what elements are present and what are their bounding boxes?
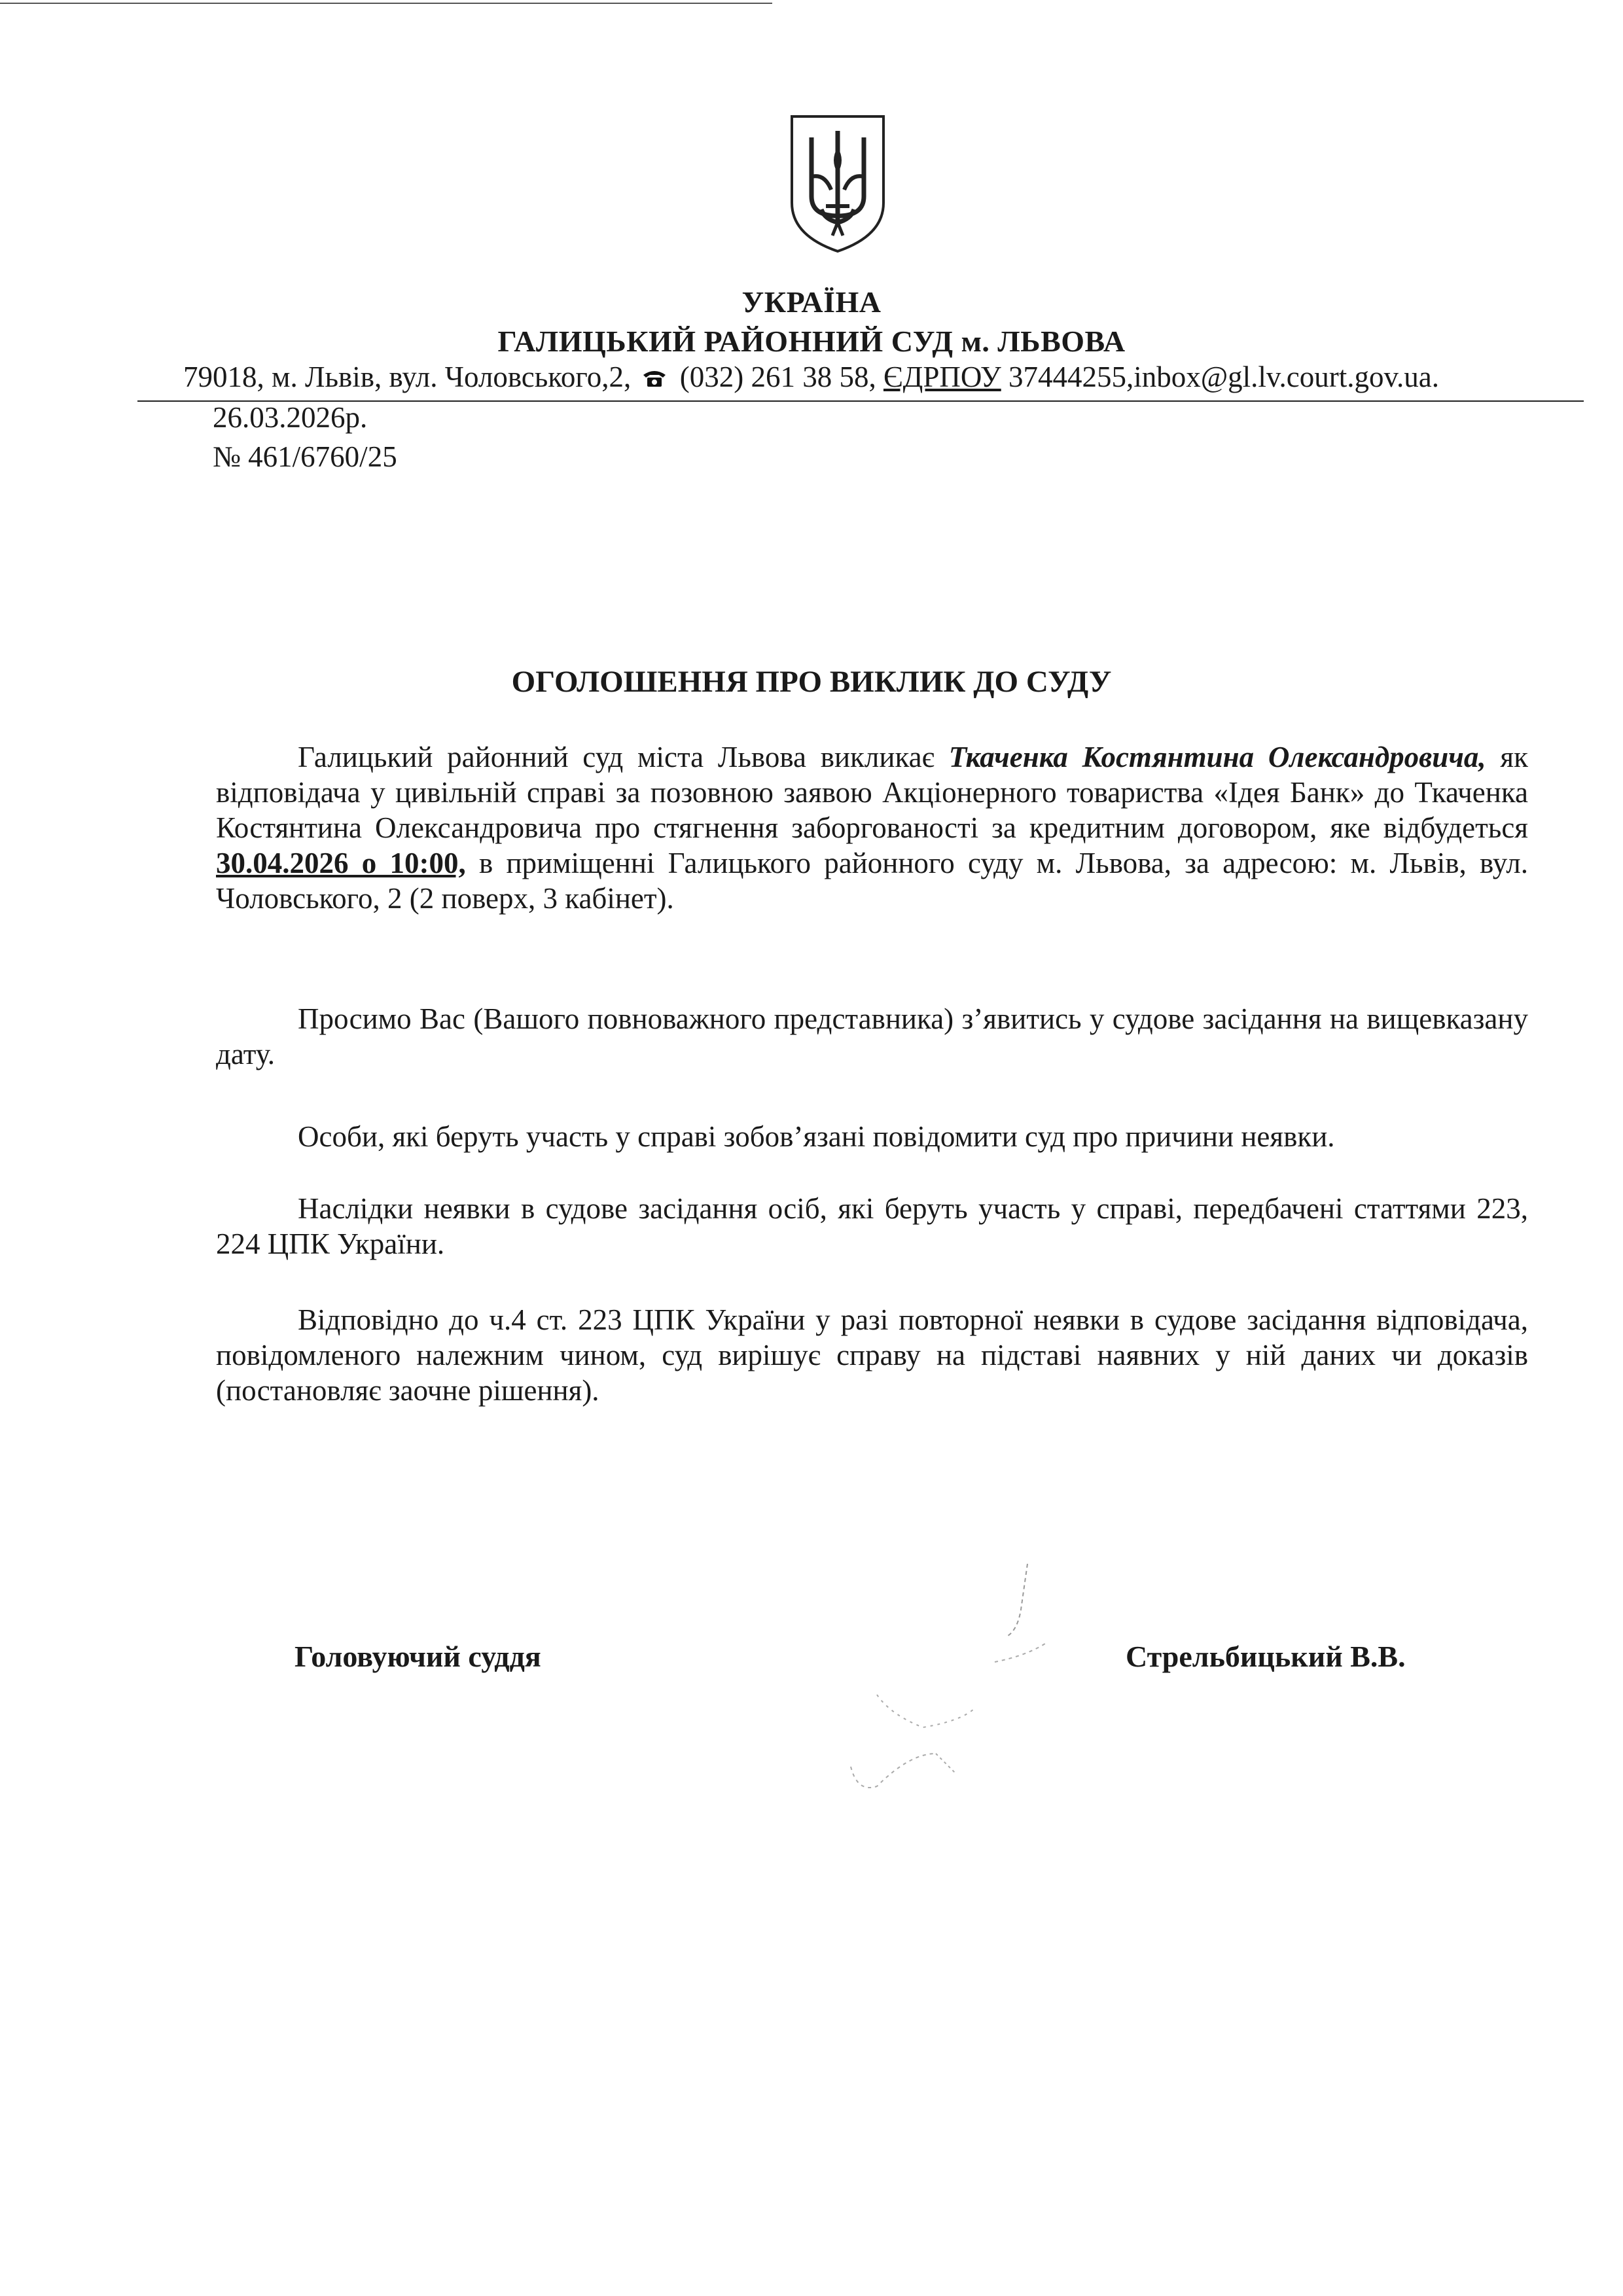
hearing-datetime: 30.04.2026 о 10:00, [216, 847, 466, 879]
paragraph-obligation [216, 1119, 1528, 1154]
p1-start: Галицький районний суд міста Львова викликає [298, 741, 949, 773]
address-text: 79018, м. Львів, вул. Чоловського,2, [183, 361, 632, 393]
document-title: ОГОЛОШЕННЯ ПРО ВИКЛИК ДО СУДУ [511, 665, 1112, 699]
p1-middle: як відповідача у цивільній справі за позовною заявою Акціонерного товариства «Ідея Банк» до Ткаченка Костянтина Олександровича про стягнення заборгованості за кредитним договором, яке відбудеться [216, 741, 1528, 844]
handwritten-signature [831, 1557, 1080, 1812]
judge-name: Стрельбицький В.В. [1126, 1640, 1406, 1673]
coat-of-arms-icon [785, 111, 890, 255]
case-number: № 461/6760/25 [213, 440, 397, 473]
paragraph-consequences [216, 1191, 1528, 1262]
paragraph-request [216, 1001, 1528, 1072]
edrpou-label: ЄДРПОУ [883, 361, 1001, 393]
phone-number: (032) 261 38 58, [679, 361, 876, 393]
document-date: 26.03.2026р. [213, 401, 368, 434]
p4-text: Наслідки неявки в судове засідання осіб, які беруть участь у справі, передбачені статтями 223, 224 ЦПК України. [216, 1192, 1528, 1260]
judge-role: Головуючий суддя [294, 1640, 541, 1673]
p2-text: Просимо Вас (Вашого повноважного представника) з’явитись у судове засідання на вищевказану дату. [216, 1002, 1528, 1070]
scan-edge-line [0, 3, 772, 4]
court-title: ГАЛИЦЬКИЙ РАЙОННИЙ СУД м. ЛЬВОВА [497, 325, 1126, 358]
paragraph-summons [216, 739, 1528, 916]
country-title: УКРАЇНА [741, 285, 882, 319]
p5-text: Відповідно до ч.4 ст. 223 ЦПК України у разі повторної неявки в судове засідання відповідача, повідомленого належним чином, суд вирішує справу на підставі наявних у ній даних чи доказів (постановляє заочне рішення). [216, 1303, 1528, 1407]
p1-end: в приміщенні Галицького районного суду м. Львова, за адресою: м. Львів, вул. Чоловського, 2 (2 поверх, 3 кабінет). [216, 847, 1528, 915]
phone-icon [642, 368, 667, 388]
paragraph-legal-basis [216, 1302, 1528, 1408]
defendant-name: Ткаченка Костянтина Олександровича, [948, 741, 1486, 773]
court-address-line [183, 360, 1439, 394]
p3-text: Особи, які беруть участь у справі зобов’язані повідомити суд про причини неявки. [298, 1120, 1335, 1153]
edrpou-email: 37444255,inbox@gl.lv.court.gov.ua. [1008, 361, 1440, 393]
